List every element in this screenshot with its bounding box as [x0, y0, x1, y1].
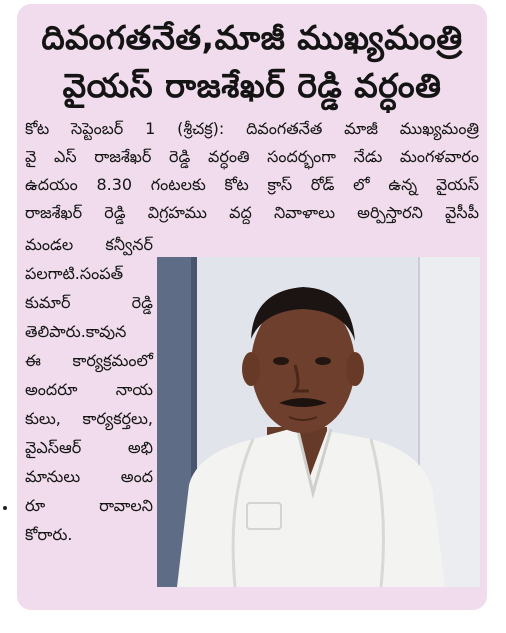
headline-line-1: దివంగతనేత,మాజీ ముఖ్యమంత్రి: [41, 18, 463, 57]
body-line-13: మానులు అంద: [25, 467, 153, 486]
margin-dot: [3, 506, 7, 510]
person-portrait-icon: [157, 257, 480, 587]
portrait-photo: [157, 257, 480, 587]
body-line-12: వైఎస్ఆర్ అభి: [25, 438, 153, 457]
body-line-5: మండల కన్వీనర్: [25, 235, 153, 254]
news-clipping: [17, 4, 487, 610]
body-line-9: ఈ కార్యక్రమంలో: [25, 351, 153, 370]
body-line-14: రూ రావాలని: [25, 496, 153, 515]
body-line-4: రాజశేఖర్ రెడ్డి విగ్రహము వద్ద నివాళాలు అర్పిస్తారని వైసీపీ: [25, 203, 479, 222]
body-line-7: కుమార్ రెడ్డి: [25, 293, 153, 312]
body-line-6: పలగాటి.సంపత్: [25, 264, 124, 283]
body-line-1: కోట సెప్టెంబర్ 1 (శ్రీచక్ర): దివంగతనేత మాజీ ముఖ్యమంత్రి: [25, 119, 479, 138]
body-line-11: కులు, కార్యకర్తలు,: [25, 409, 153, 428]
body-line-15: కోరారు.: [25, 525, 73, 544]
body-line-2: వై ఎస్ రాజశేఖర్ రెడ్డి వర్ధంతి సందర్భంగా నేడు మంగళవారం: [25, 147, 479, 166]
headline-line-2: వైయస్ రాజశేఖర్ రెడ్డి వర్ధంతి: [62, 66, 442, 105]
body-line-8: తెలిపారు.కావున: [25, 322, 127, 341]
body-line-3: ఉదయం 8.30 గంటలకు కోట క్రాస్ రోడ్ లో ఉన్న వైయస్: [25, 175, 479, 194]
body-line-10: అందరూ నాయ: [25, 380, 153, 399]
